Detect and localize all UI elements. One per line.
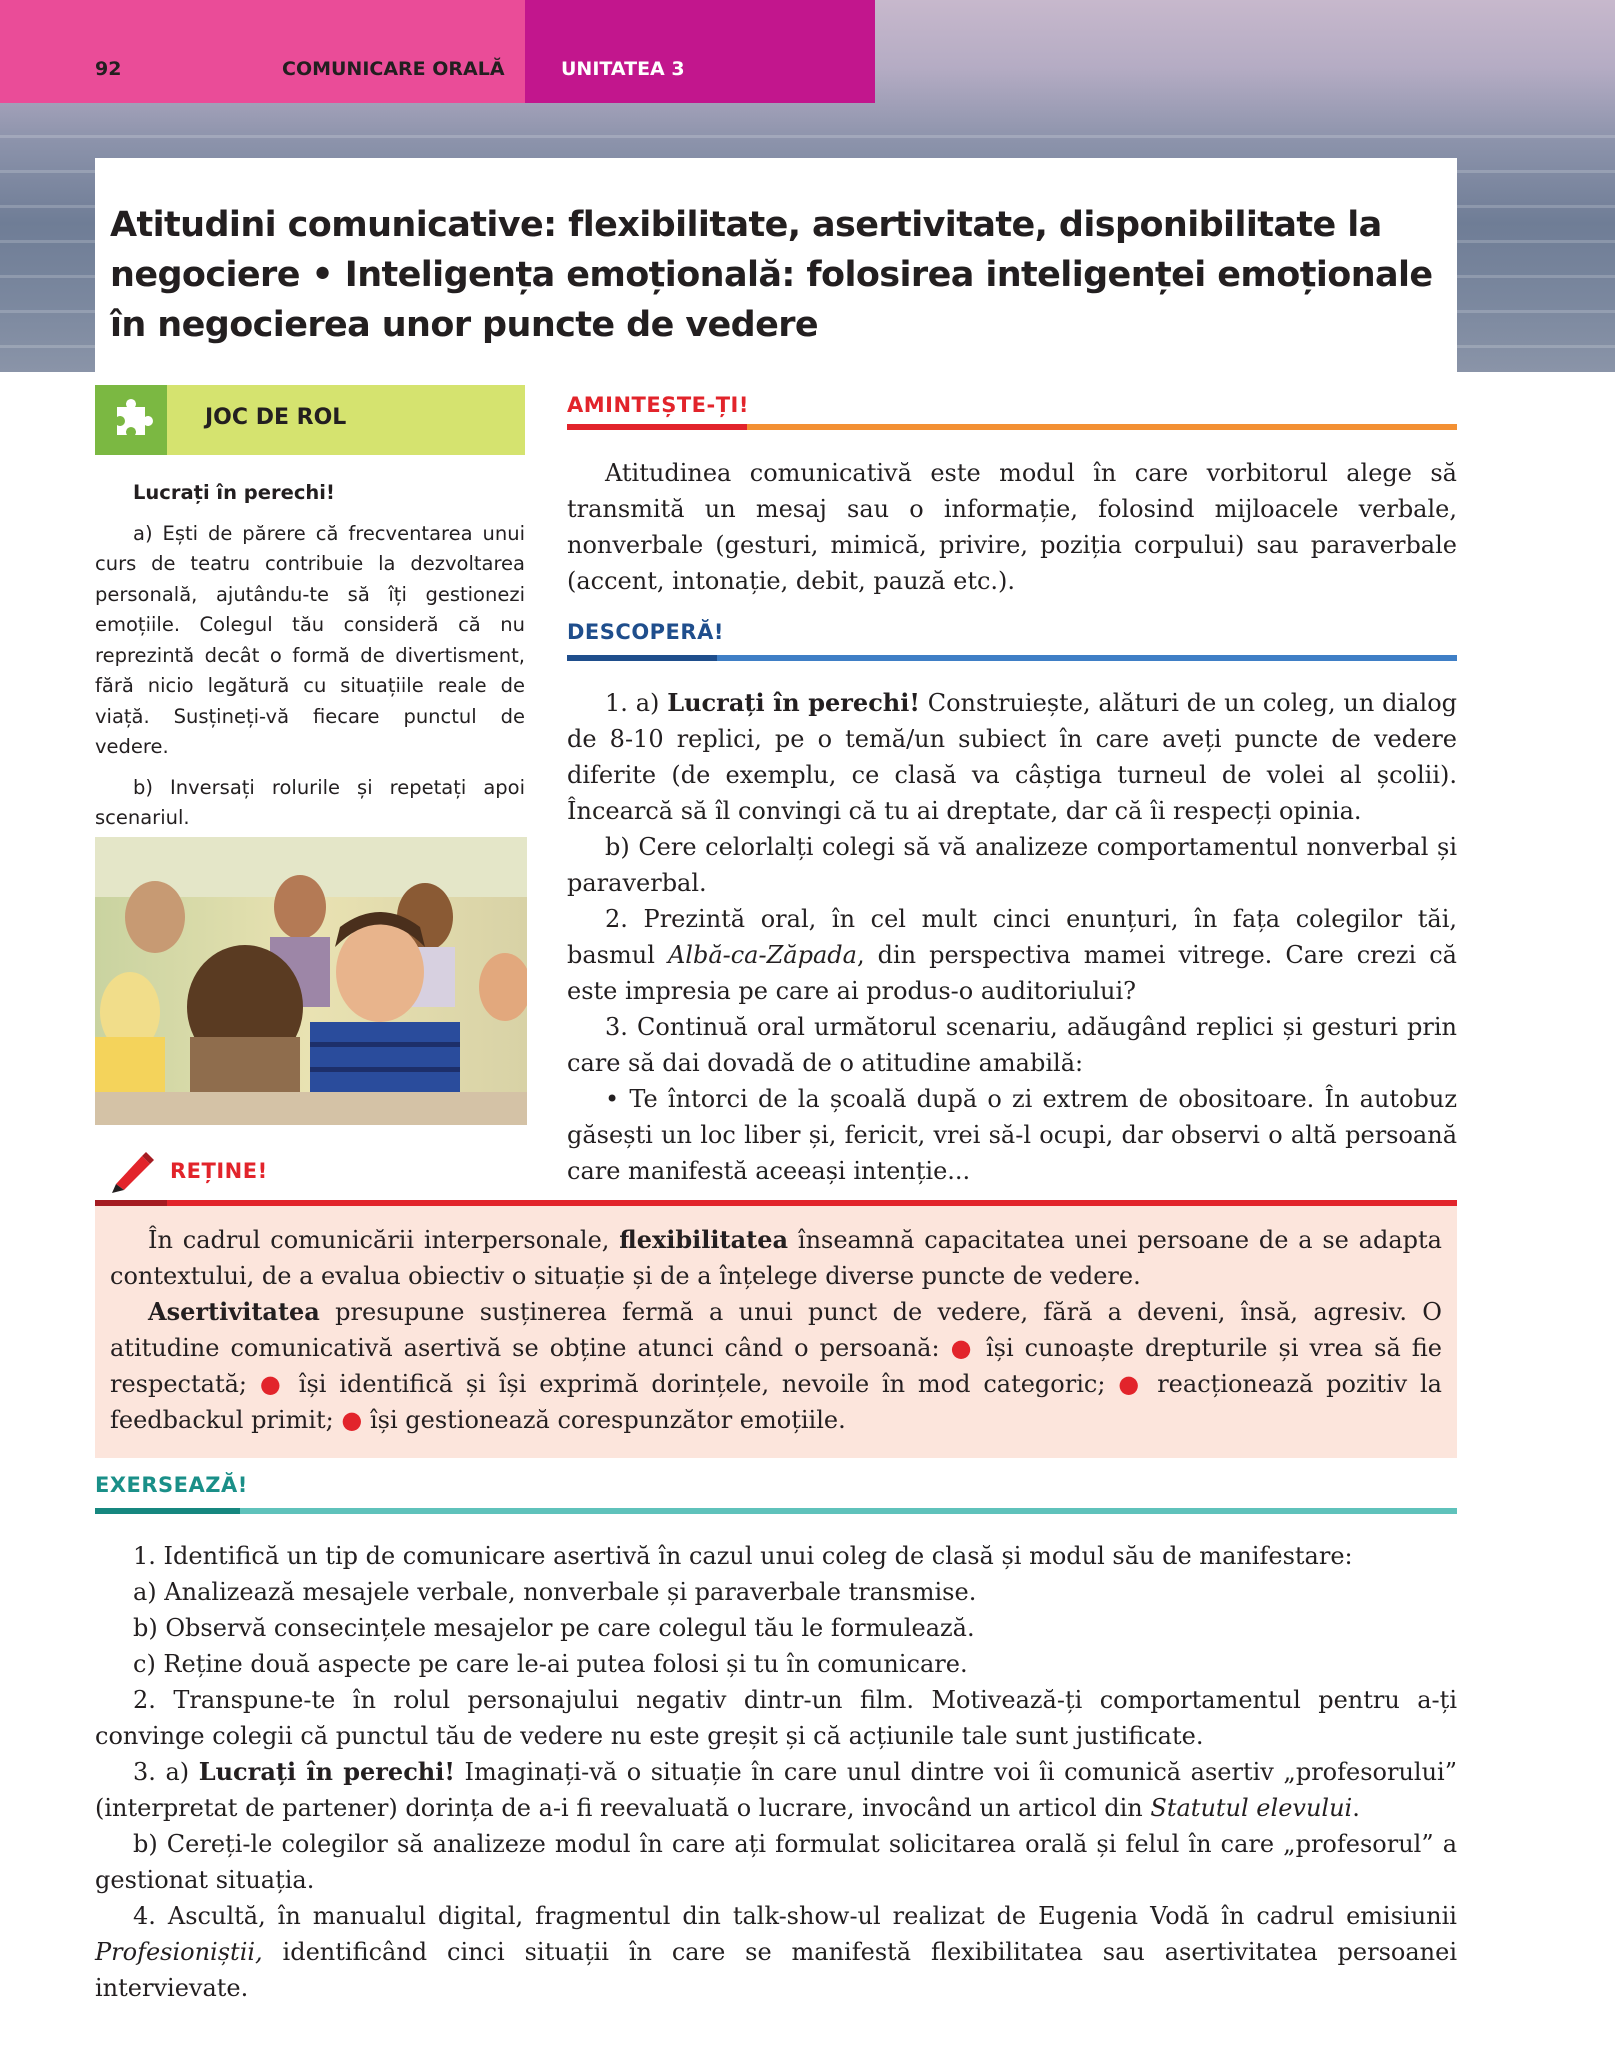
descopera-item-3-bullet: • Te întorci de la școală după o zi extrem de obositoare. În autobuz găsești un loc liber și, fericit, vrei să-l ocupi, dar observi o altă persoană care manifestă aceeași intenție... [567, 1085, 1457, 1185]
descopera-divider-accent [717, 655, 1457, 661]
exerseaza-item-2: 2. Transpune-te în rolul personajului negativ dintr-un film. Motivează-ți comportamentul pentru a-ți convinge colegii că punctul tău de vedere nu este greșit și că acțiunile tale sunt justificate. [95, 1686, 1457, 1750]
classroom-photo [95, 837, 527, 1125]
exerseaza-item-1b: b) Observă consecințele mesajelor pe care colegul tău le formulează. [133, 1614, 975, 1642]
descopera-body [567, 685, 1457, 1189]
exerseaza-label: EXERSEAZĂ! [95, 1473, 248, 1497]
exerseaza-item-1c: c) Reține două aspecte pe care le-ai putea folosi și tu în comunicare. [133, 1650, 968, 1678]
header-band-pink [0, 0, 525, 103]
descopera-item-2: 2. Prezintă oral, în cel mult cinci enunțuri, în fața colegilor tăi, basmul Albă-ca-Zăpada, din perspectiva mamei vitrege. Care crezi că este impresia pe care ai produs-o auditoriului? [567, 905, 1457, 1005]
exerseaza-body [95, 1538, 1457, 2006]
page-title: Atitudini comunicative: flexibilitate, asertivitate, disponibilitate la negociere • Inteligența emoțională: folosirea inteligenței emoționale în negocierea unor puncte de vedere [110, 205, 1433, 345]
puzzle-icon [95, 385, 167, 455]
page-number: 92 [95, 58, 122, 80]
descopera-item-1: 1. a) Lucrați în perechi! Construiește, alături de un coleg, un dialog de 8-10 replici, pe o temă/un subiect în care aveți puncte de vedere diferite (de exemplu, ce clasă va câștiga turneul de volei al școlii). Încearcă să îl convingi că tu ai dreptate, dar că îi respecți opinia. [567, 688, 1457, 825]
exerseaza-item-3b: b) Cereți-le colegilor să analizeze modul în care ați formulat solicitarea orală și felul în care „profesorul” a gestionat situația. [95, 1830, 1457, 1894]
descopera-divider [567, 655, 717, 661]
joc-de-rol-intro: Lucrați în perechi! [133, 481, 335, 504]
pencil-icon [108, 1148, 158, 1194]
exerseaza-item-3: 3. a) Lucrați în perechi! Imaginați-vă o situație în care unul dintre voi îi comunică asertiv „profesorului” (interpretat de partener) dorința de a-i fi reevaluată o lucrare, invocând un articol din Statutul elevului. [95, 1757, 1457, 1822]
aminteste-divider [567, 424, 747, 430]
aminteste-divider-accent [747, 424, 1457, 430]
aminteste-text: Atitudinea comunicativă este modul în care vorbitorul alege să transmită un mesaj sau o informație, folosind mijloacele verbale, nonverbale (gesturi, mimică, privire, poziția corpului) sau paraverbale (accent, intonație, debit, pauză etc.). [567, 459, 1457, 595]
retine-label: REȚINE! [170, 1159, 268, 1183]
retine-body [110, 1222, 1442, 1438]
exerseaza-item-4: 4. Ascultă, în manualul digital, fragmentul din talk-show-ul realizat de Eugenia Vodă în cadrul emisiunii Profesioniștii, identificând cinci situații în care se manifestă flexibilitatea sau asertivitatea persoanei intervievate. [95, 1902, 1457, 2002]
descopera-item-3: 3. Continuă oral următorul scenariu, adăugând replici și gesturi prin care să dai dovadă de o atitudine amabilă: [567, 1013, 1457, 1077]
joc-de-rol-item-a: a) Ești de părere că frecventarea unui curs de teatru contribuie la dezvoltarea personală, ajutându-te să îți gestionezi emoțiile. Colegul tău consideră că nu reprezintă decât o formă de divertisment, fără nicio legătură cu situațiile reale de viață. Susțineți-vă fiecare punctul de vedere. [95, 521, 525, 758]
unit-label: UNITATEA 3 [561, 58, 685, 80]
retine-paragraph-1: În cadrul comunicării interpersonale, flexibilitatea înseamnă capacitatea unei persoane de a se adapta contextului, de a evalua obiectiv o situație și de a înțelege diverse puncte de vedere. [110, 1225, 1442, 1290]
joc-de-rol-label: JOC DE ROL [205, 405, 347, 430]
exerseaza-item-1a: a) Analizează mesajele verbale, nonverbale și paraverbale transmise. [133, 1578, 977, 1606]
exerseaza-item-1: 1. Identifică un tip de comunicare asertivă în cazul unui coleg de clasă și modul său de manifestare: [133, 1542, 1353, 1570]
joc-de-rol-item-b: b) Inversați rolurile și repetați apoi scenariul. [95, 775, 525, 829]
descopera-item-1b: b) Cere celorlalți colegi să vă analizeze comportamentul nonverbal și paraverbal. [567, 833, 1457, 897]
exerseaza-divider-accent [95, 1508, 240, 1514]
aminteste-label: AMINTEȘTE-ȚI! [567, 393, 749, 417]
retine-paragraph-2: Asertivitatea presupune susținerea fermă a unui punct de vedere, fără a deveni, însă, agresiv. O atitudine comunicativă asertivă se obține atunci când o persoană: ● își cunoaște drepturile și vrea să fie respectată; ● își identifică și își exprimă dorințele, nevoile în mod categoric; ● reacționează pozitiv la feedbackul primit; ● își gestionează corespunzător emoțiile. [110, 1297, 1442, 1434]
exerseaza-divider [240, 1508, 1457, 1514]
header-band-magenta [525, 0, 875, 103]
descopera-label: DESCOPERĂ! [567, 620, 724, 644]
joc-de-rol-body [95, 478, 525, 844]
section-title: COMUNICARE ORALĂ [282, 58, 505, 80]
